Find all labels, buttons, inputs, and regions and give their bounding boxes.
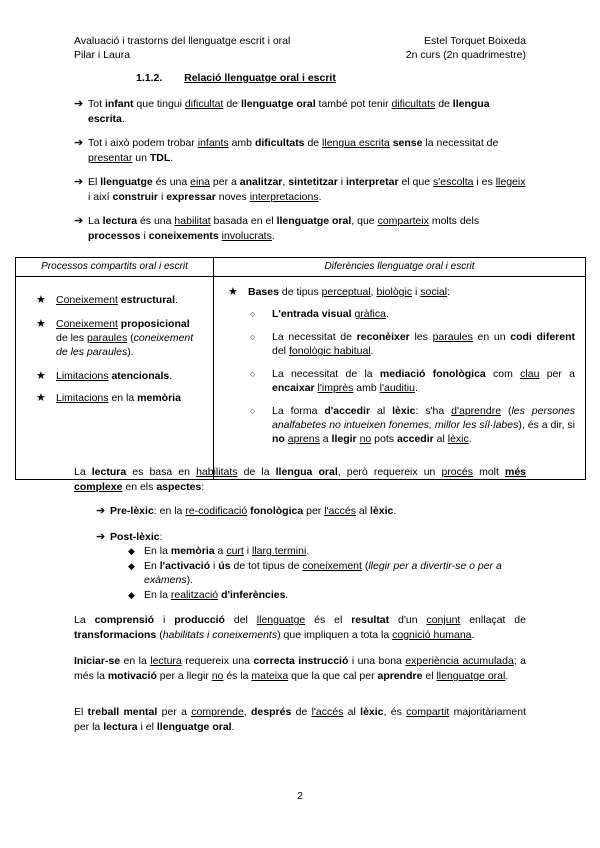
col2-header: Diferències llenguatge oral i escrit	[214, 258, 586, 277]
page-number: 2	[297, 790, 303, 802]
arrow-icon: ➔	[96, 505, 106, 517]
prelexic-item: ➔ Pre-lèxic: en la re-codificació fonològica per l'accés al lèxic.	[96, 505, 397, 517]
star-icon: ★	[36, 294, 46, 306]
document-title: Avaluació i trastorns del llenguatge escrit i oral	[74, 35, 291, 47]
section-number: 1.1.2.	[136, 72, 163, 84]
circle-bullet-icon: ○	[250, 369, 256, 379]
list-item: ◆ En l'activació i ús de tot tipus de coneixement (llegir per a divertir-se o per a exàmens).	[128, 560, 502, 586]
course-info: 2n curs (2n quadrimestre)	[405, 49, 526, 61]
intro-bullet-4: ➔ La lectura és una habilitat basada en el llenguatge oral, que comparteix molts dels processos i coneixements involucrats.	[74, 215, 480, 242]
diamond-bullet-icon: ◆	[128, 561, 135, 571]
shared-processes-cell	[16, 277, 214, 480]
paragraph-comprensio: La comprensió i producció del llenguatge és el resultat d'un conjunt enllaçat de transformacions (habilitats i coneixements) que impliquen a tota la cognició humana.	[74, 614, 526, 641]
section-title: Relació llenguatge oral i escrit	[184, 72, 336, 84]
star-icon: ★	[36, 318, 46, 330]
paragraph-iniciar: Iniciar-se en la lectura requereix una correcta instrucció i una bona experiència acumulada; a més la motivació per a llegir no és la mateixa que la que cal per aprendre el llenguatge oral.	[74, 655, 526, 682]
intro-bullet-3: ➔ El llenguatge és una eina per a analitzar, sintetitzar i interpretar el que s'escolta i es llegeix i així construir i expressar noves interpretacions.	[74, 176, 526, 203]
circle-bullet-icon: ○	[250, 406, 256, 416]
postlexic-item: ➔ Post-lèxic:	[96, 531, 163, 543]
authors: Pilar i Laura	[74, 49, 131, 61]
arrow-icon: ➔	[74, 215, 84, 227]
diamond-bullet-icon: ◆	[128, 590, 135, 600]
star-icon: ★	[228, 286, 238, 298]
arrow-icon: ➔	[74, 98, 84, 110]
circle-bullet-icon: ○	[250, 332, 256, 342]
star-icon: ★	[36, 392, 46, 404]
list-item: ◆ En la realització d'inferències.	[128, 589, 289, 601]
arrow-icon: ➔	[74, 176, 84, 188]
section-heading	[136, 72, 336, 84]
differences-cell	[214, 277, 586, 480]
header-right	[406, 34, 526, 62]
header-left	[74, 34, 290, 62]
col1-header: Processos compartits oral i escrit	[16, 258, 214, 277]
arrow-icon: ➔	[74, 137, 84, 149]
list-item: ★ Coneixement estructural.	[36, 294, 178, 306]
postlexic-list	[128, 544, 528, 602]
list-item: ○ La forma d'accedir al lèxic: s'ha d'aprendre (les persones analfabetes no intueixen fonemes, millor les síl·labes), és a dir, si no aprens a llegir no pots accedir al lèxic.	[250, 405, 575, 445]
list-item: ○ La necessitat de la mediació fonològica com clau per a encaixar l'imprès amb l'auditiu.	[250, 368, 575, 394]
list-item: ★ Coneixement proposicional de les paraules (coneixement de les paraules).	[36, 318, 194, 358]
list-item: ★ Limitacions atencionals.	[36, 370, 173, 382]
author-name: Estel Torquet Boixeda	[424, 35, 526, 47]
list-item: ○ La necessitat de reconèixer les paraules en un codi diferent del fonològic habitual.	[250, 331, 575, 357]
comparison-table	[15, 257, 586, 480]
bases-lead: ★ Bases de tipus perceptual, biològic i social:	[228, 286, 451, 298]
intro-bullet-2: ➔ Tot i això podem trobar infants amb dificultats de llengua escrita sense la necessitat de presentar un TDL.	[74, 137, 499, 164]
star-icon: ★	[36, 370, 46, 382]
list-item: ○ L'entrada visual gràfica.	[250, 308, 389, 320]
circle-bullet-icon: ○	[250, 309, 256, 319]
arrow-icon: ➔	[96, 531, 106, 543]
intro-bullet-1: ➔ Tot infant que tingui dificultat de llenguatge oral també pot tenir dificultats de llengua escrita.	[74, 98, 490, 125]
diamond-bullet-icon: ◆	[128, 546, 135, 556]
postlexic-label: Post-lèxic	[110, 531, 160, 543]
list-item: ◆ En la memòria a curt i llarg termini.	[128, 545, 310, 557]
paragraph-treball: El treball mental per a comprende, després de l'accés al lèxic, és compartit majoritàriament per la lectura i el llenguatge oral.	[74, 706, 526, 733]
paragraph-lectura: La lectura es basa en habilitats de la llengua oral, però requereix un procés molt més complexe en els aspectes:	[74, 466, 526, 493]
list-item: ★ Limitacions en la memòria	[36, 392, 181, 404]
